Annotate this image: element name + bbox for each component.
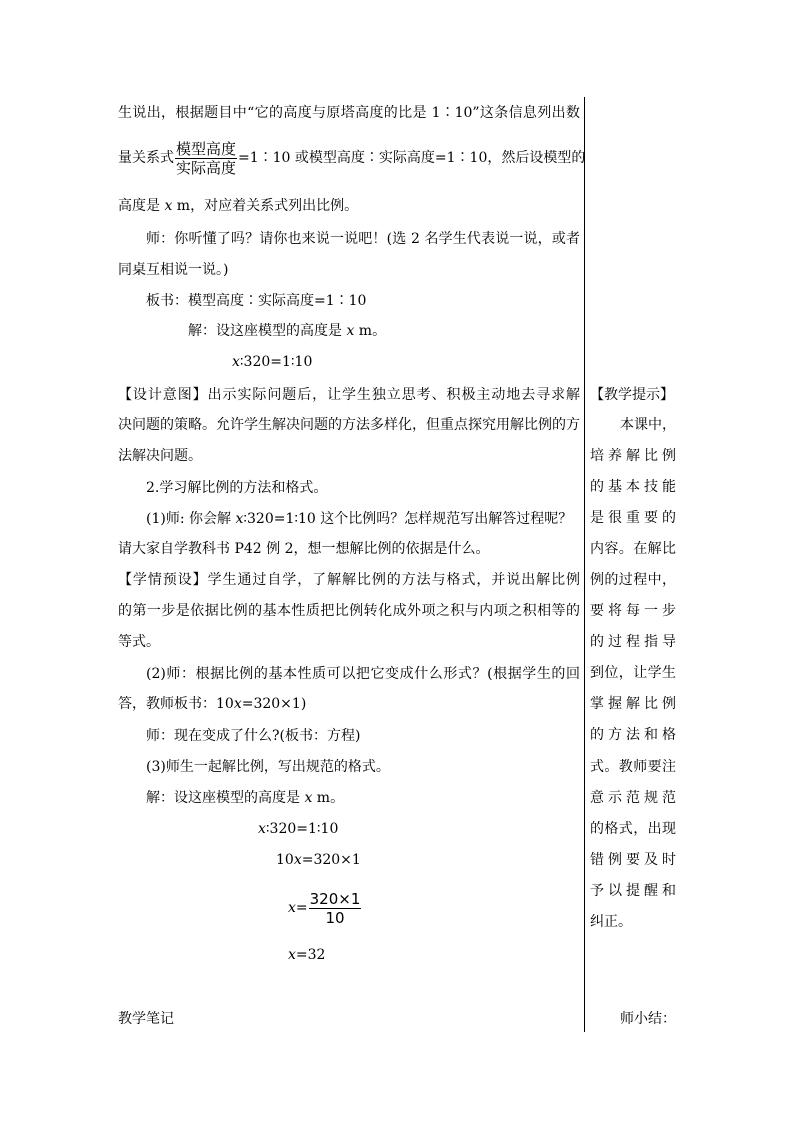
tip-line: 的基本技能 xyxy=(590,479,676,495)
text-fragment: 10 xyxy=(276,852,294,868)
text-fragment: =320×1) xyxy=(241,696,307,712)
equation-line xyxy=(288,886,750,930)
equation-line xyxy=(118,136,586,180)
notes-label: 教学笔记 xyxy=(118,1011,174,1027)
text-fragment: 高度是 xyxy=(118,198,165,214)
variable-x: x xyxy=(346,323,355,339)
paragraph-line xyxy=(118,694,580,714)
text-fragment: (1)师: 你会解 xyxy=(146,511,236,527)
paragraph-line: 生说出，根据题目中“它的高度与原塔高度的比是 1∶10”这条信息列出数 xyxy=(118,105,580,121)
variable-x: x xyxy=(235,511,244,527)
text-fragment: 解：设这座模型的高度是 xyxy=(146,790,305,806)
paragraph-line: (2)师：根据比例的基本性质可以把它变成什么形式？(根据学生的回 xyxy=(146,666,580,682)
paragraph-line: 等式。 xyxy=(118,634,160,650)
tip-line: 式。教师要注 xyxy=(590,759,676,775)
fraction-numerator: 320×1 xyxy=(309,889,361,908)
paragraph-line xyxy=(146,509,580,529)
text-fragment: m，对应着关系式列出比例。 xyxy=(172,198,359,214)
paragraph-line xyxy=(118,196,580,216)
variable-x: x xyxy=(304,790,313,806)
board-note: 板书：模型高度∶实际高度=1∶10 xyxy=(146,293,367,309)
tip-line: 培养解比例 xyxy=(590,448,676,464)
tip-line: 予以提醒和 xyxy=(590,883,676,899)
tip-line: 内容。在解比 xyxy=(590,541,676,557)
variable-x: x xyxy=(293,852,302,868)
tip-line: 错例要及时 xyxy=(590,852,676,868)
paragraph-line: 决问题的策略。允许学生解决问题的方法多样化，但重点探究用解比例的方 xyxy=(118,417,580,433)
variable-x: x xyxy=(288,900,296,916)
tip-line: 的过程指导 xyxy=(590,634,676,650)
tip-line: 本课中， xyxy=(620,417,676,433)
text-fragment: ∶320=1∶10 xyxy=(239,354,313,370)
tip-line: 纠正。 xyxy=(590,914,632,930)
fraction-denominator: 10 xyxy=(325,908,345,927)
tip-line: 意示范规范 xyxy=(590,790,676,806)
text-fragment: ∶320=1∶10 这个比例吗？怎样规范写出解答过程呢？ xyxy=(243,511,573,527)
text-fragment: =32 xyxy=(295,947,326,963)
paragraph-line: 同桌互相说一说。) xyxy=(118,262,229,278)
tip-line: 例的过程中， xyxy=(590,572,676,588)
text-fragment: m。 xyxy=(312,790,345,806)
text-fragment: 解：设这座模型的高度是 xyxy=(188,323,347,339)
summary-label: 师小结： xyxy=(620,1011,676,1027)
tip-line: 是很重要的 xyxy=(590,510,676,526)
paragraph-line: 师：现在变成了什么?(板书：方程) xyxy=(146,728,361,744)
equation-line xyxy=(288,945,750,965)
tip-line: 到位，让学生 xyxy=(590,665,676,681)
paragraph-line: 法解决问题。 xyxy=(118,448,202,464)
paragraph-line: (3)师生一起解比例，写出规范的格式。 xyxy=(146,759,390,775)
fraction-denominator: 实际高度 xyxy=(176,158,237,177)
variable-x: x xyxy=(258,821,266,837)
equation-line xyxy=(232,352,694,372)
fraction xyxy=(175,140,237,177)
variable-x: x xyxy=(233,696,242,712)
section-heading: 2.学习解比例的方法和格式。 xyxy=(146,480,328,496)
tips-title: 【教学提示】 xyxy=(590,387,674,403)
solution-line xyxy=(188,321,650,341)
tip-line: 要将每一步 xyxy=(590,603,676,619)
paragraph-line: 师：你听懂了吗？请你也来说一说吧！(选 2 名学生代表说一说，或者 xyxy=(146,231,580,247)
fraction-numerator: 模型高度 xyxy=(176,139,237,158)
text-fragment: =1∶10 或模型高度∶实际高度=1∶10，然后设模型的 xyxy=(238,150,586,166)
variable-x: x xyxy=(164,198,173,214)
tip-line: 掌握解比例 xyxy=(590,696,676,712)
paragraph-line: 的第一步是依据比例的基本性质把比例转化成外项之积与内项之积相等的 xyxy=(118,603,580,619)
variable-x: x xyxy=(288,947,296,963)
text-fragment: m。 xyxy=(354,323,387,339)
text-fragment: = xyxy=(295,900,308,916)
variable-x: x xyxy=(232,354,240,370)
tip-line: 的格式，出现 xyxy=(590,821,676,837)
solution-line xyxy=(146,788,608,808)
text-fragment: 量关系式 xyxy=(118,150,174,166)
text-fragment: 答，教师板书：10 xyxy=(118,696,234,712)
fraction xyxy=(309,890,362,927)
paragraph-line: 【设计意图】出示实际问题后，让学生独立思考、积极主动地去寻求解 xyxy=(118,387,580,403)
text-fragment: ∶320=1∶10 xyxy=(265,821,339,837)
paragraph-line: 请大家自学教科书 P42 例 2，想一想解比例的依据是什么。 xyxy=(118,541,490,557)
text-fragment: =320×1 xyxy=(301,852,361,868)
paragraph-line: 【学情预设】学生通过自学，了解解比例的方法与格式，并说出解比例 xyxy=(118,572,580,588)
tip-line: 的方法和格 xyxy=(590,727,676,743)
